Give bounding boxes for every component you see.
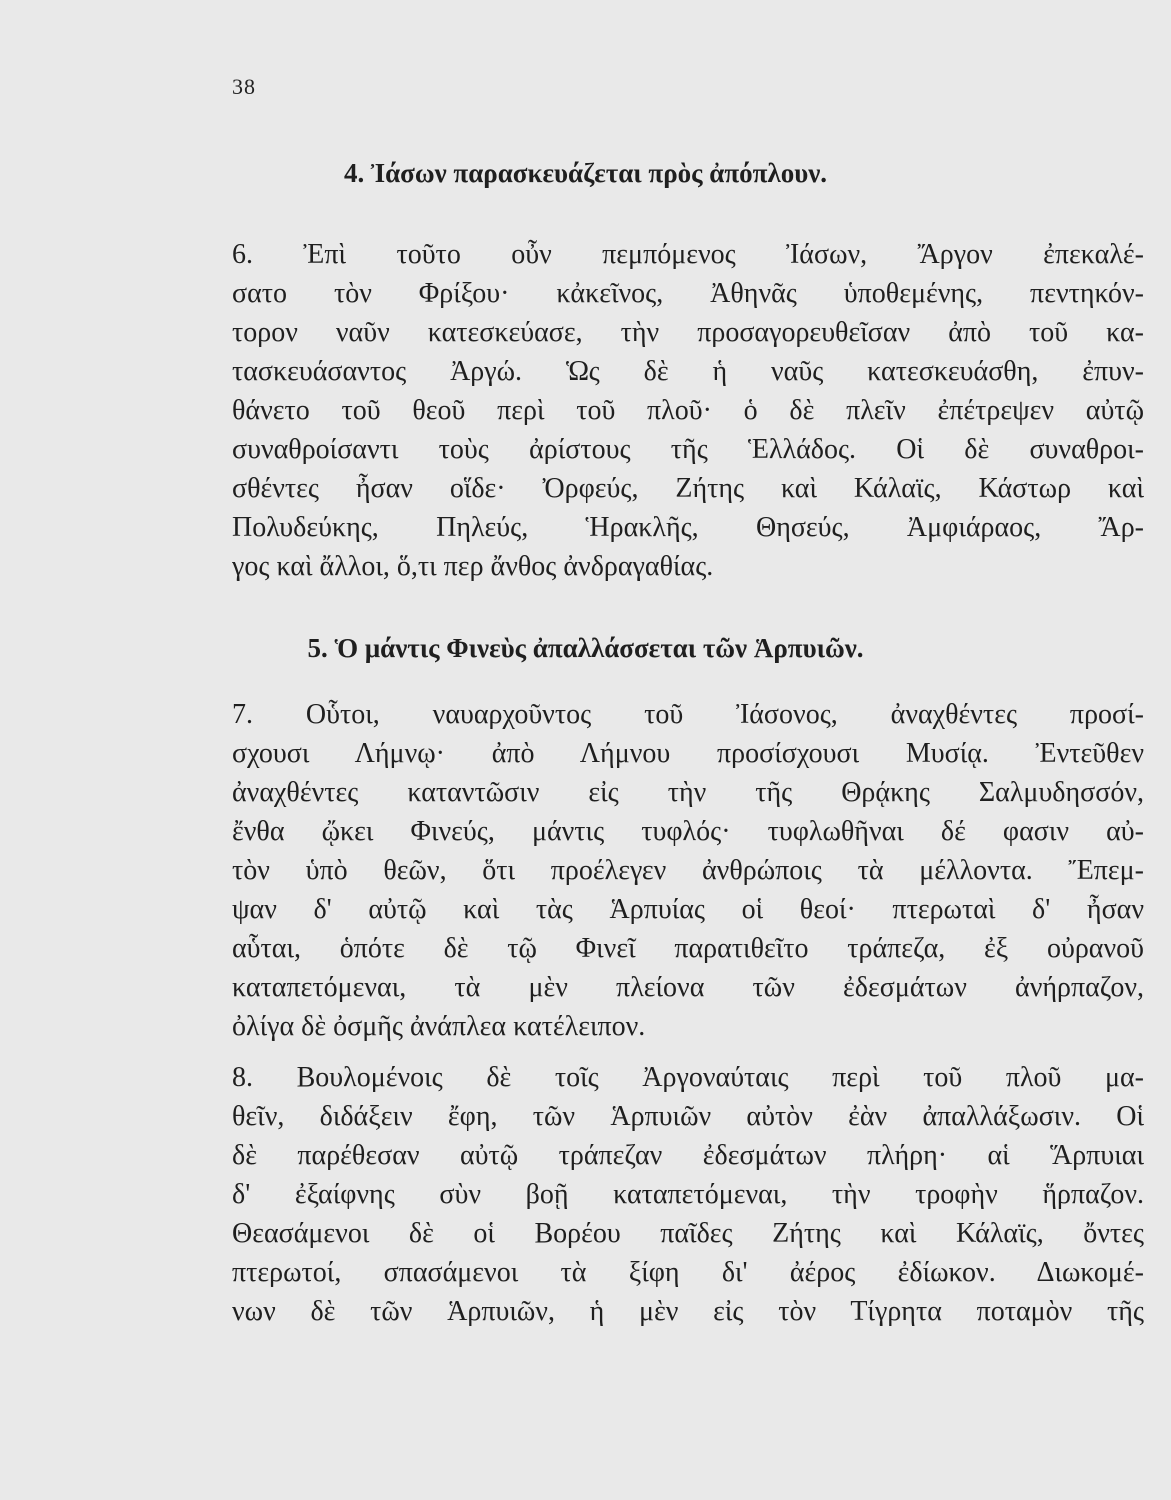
text-line: τὸν ὑπὸ θεῶν, ὅτι προέλεγεν ἀνθρώποις τὰ μέλλοντα. Ἔπεμ- xyxy=(232,855,1144,886)
text-line: καταπετόμεναι, τὰ μὲν πλείονα τῶν ἐδεσμάτων ἀνήρπαζον, xyxy=(232,972,1144,1003)
text-line: θεῖν, διδάξειν ἔφη, τῶν Ἁρπυιῶν αὐτὸν ἐὰν ἀπαλλάξωσιν. Οἱ xyxy=(232,1101,1144,1132)
text-line: σατο τὸν Φρίξου· κἀκεῖνος, Ἀθηνᾶς ὑποθεμένης, πεντηκόν- xyxy=(232,278,1144,309)
text-line: θάνετο τοῦ θεοῦ περὶ τοῦ πλοῦ· ὁ δὲ πλεῖν ἐπέτρεψεν αὐτῷ xyxy=(232,395,1144,426)
text-line: σθέντες ἦσαν οἵδε· Ὀρφεύς, Ζήτης καὶ Κάλαϊς, Κάστωρ καὶ xyxy=(232,473,1144,504)
text-line: 7. Οὗτοι, ναυαρχοῦντος τοῦ Ἰάσονος, ἀναχθέντες προσί- xyxy=(232,699,1144,730)
text-line: πτερωτοί, σπασάμενοι τὰ ξίφη δι' ἀέρος ἐδίωκον. Διωκομέ- xyxy=(232,1257,1144,1288)
text-line: συναθροίσαντι τοὺς ἀρίστους τῆς Ἑλλάδος. Οἱ δὲ συναθροι- xyxy=(232,434,1144,465)
text-line: 6. Ἐπὶ τοῦτο οὖν πεμπόμενος Ἰάσων, Ἄργον ἐπεκαλέ- xyxy=(232,239,1144,270)
text-line: νων δὲ τῶν Ἁρπυιῶν, ἡ μὲν εἰς τὸν Τίγρητα ποταμὸν τῆς xyxy=(232,1296,1144,1327)
text-line: ἀναχθέντες καταντῶσιν εἰς τὴν τῆς Θρᾴκης Σαλμυδησσόν, xyxy=(232,777,1144,808)
section-heading-5: 5. Ὁ μάντις Φινεὺς ἀπαλλάσσεται τῶν Ἁρπυιῶν. xyxy=(307,633,864,663)
text-line: σχουσι Λήμνῳ· ἀπὸ Λήμνου προσίσχουσι Μυσίᾳ. Ἐντεῦθεν xyxy=(232,738,1144,769)
text-line: ὀλίγα δὲ ὀσμῆς ἀνάπλεα κατέλειπον. xyxy=(232,1011,646,1042)
text-line: ἔνθα ᾤκει Φινεύς, μάντις τυφλός· τυφλωθῆναι δέ φασιν αὐ- xyxy=(232,816,1144,847)
text-line: Πολυδεύκης, Πηλεύς, Ἡρακλῆς, Θησεύς, Ἀμφιάραος, Ἄρ- xyxy=(232,512,1144,543)
text-line: δὲ παρέθεσαν αὐτῷ τράπεζαν ἐδεσμάτων πλήρη· αἱ Ἅρπυιαι xyxy=(232,1140,1144,1171)
text-line: Θεασάμενοι δὲ οἱ Βορέου παῖδες Ζήτης καὶ Κάλαϊς, ὄντες xyxy=(232,1218,1144,1249)
section-heading-4: 4. Ἰάσων παρασκευάζεται πρὸς ἀπόπλουν. xyxy=(343,158,828,188)
page-number: 38 xyxy=(232,74,256,99)
text-line: τορον ναῦν κατεσκεύασε, τὴν προσαγορευθεῖσαν ἀπὸ τοῦ κα- xyxy=(232,317,1144,348)
text-line: 8. Βουλομένοις δὲ τοῖς Ἀργοναύταις περὶ τοῦ πλοῦ μα- xyxy=(232,1062,1144,1093)
text-line: γος καὶ ἄλλοι, ὅ,τι περ ἄνθος ἀνδραγαθίας. xyxy=(232,551,714,582)
text-line: αὗται, ὁπότε δὲ τῷ Φινεῖ παρατιθεῖτο τράπεζα, ἐξ οὐρανοῦ xyxy=(232,933,1144,964)
text-line: τασκευάσαντος Ἀργώ. Ὡς δὲ ἡ ναῦς κατεσκευάσθη, ἐπυν- xyxy=(232,356,1144,387)
text-line: ψαν δ' αὐτῷ καὶ τὰς Ἁρπυίας οἱ θεοί· πτερωταὶ δ' ἦσαν xyxy=(232,894,1144,925)
text-line: δ' ἐξαίφνης σὺν βοῇ καταπετόμεναι, τὴν τροφὴν ἥρπαζον. xyxy=(232,1179,1144,1210)
